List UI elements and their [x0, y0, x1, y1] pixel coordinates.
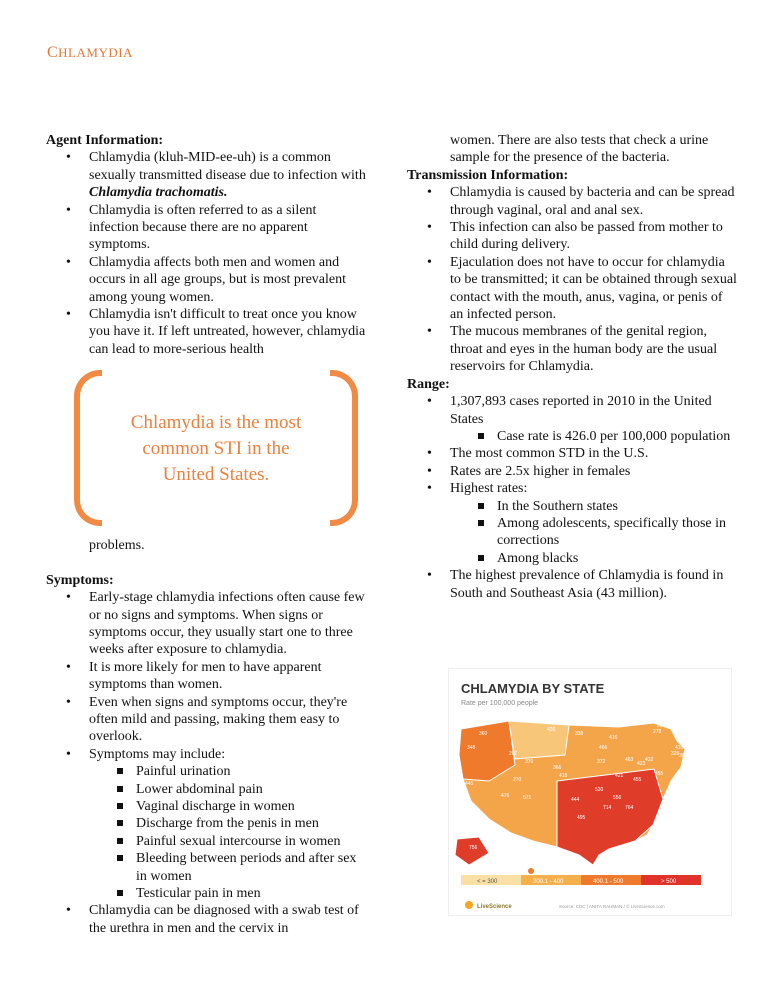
- state-rate-label: 287: [509, 751, 518, 757]
- list-item: • It is more likely for men to have apparent symptoms than women.: [46, 659, 368, 694]
- list-item: • The highest prevalence of Chlamydia is found in South and Southeast Asia (43 million).: [407, 567, 737, 602]
- left-bracket: [74, 370, 102, 526]
- pull-quote: [74, 370, 358, 526]
- list-item: • Symptoms may include:: [46, 746, 368, 763]
- list-item: • Chlamydia affects both men and women and occurs in all age groups, but is most prevalent among young women.: [46, 254, 368, 306]
- right-bracket: [330, 370, 358, 526]
- state-rate-label: 571: [523, 795, 532, 801]
- hawaii-shape: [528, 868, 534, 874]
- list-item: • Chlamydia is caused by bacteria and can be spread through vaginal, oral and anal sex.: [407, 184, 737, 219]
- list-item: • Even when signs and symptoms occur, they're often mild and passing, making them easy to overlook.: [46, 694, 368, 746]
- map-subtitle: Rate per 100,000 people: [461, 700, 539, 707]
- list-item: • Ejaculation does not have to occur for chlamydia to be transmitted; it can be obtained through sexual contact with the mouth, anus, vagina, or penis of an infected person.: [407, 254, 737, 324]
- state-rate-label: 418: [559, 773, 568, 779]
- state-rate-label: 1102: [663, 803, 674, 809]
- list-item: • Chlamydia (kluh-MID-ee-uh) is a common sexually transmitted disease due to infection with Chlamydia trachomatis.: [46, 149, 368, 201]
- symptoms-heading: Symptoms:: [46, 572, 114, 588]
- sub-list-item: Among blacks: [407, 550, 737, 567]
- sun-logo-icon: [465, 901, 473, 909]
- sub-list-item: Painful urination: [46, 763, 368, 780]
- sub-list-item: Lower abdominal pain: [46, 781, 368, 798]
- alaska-shape: [455, 837, 489, 865]
- state-rate-label: 455: [633, 777, 642, 783]
- southern-states-region: [557, 769, 663, 865]
- state-rate-label: 348: [467, 745, 476, 751]
- sub-list-item: In the Southern states: [407, 498, 737, 515]
- state-rate-label: 366: [553, 765, 562, 771]
- state-rate-label: 421: [615, 773, 624, 779]
- state-rate-label: 338: [575, 731, 584, 737]
- state-rate-label: 423: [637, 761, 646, 767]
- symptoms-list: [46, 589, 368, 937]
- sub-list-item: Vaginal discharge in women: [46, 798, 368, 815]
- state-rate-label: 445: [465, 781, 474, 787]
- list-item: • This infection can also be passed from mother to child during delivery.: [407, 219, 737, 254]
- state-rate-label: 372: [597, 759, 606, 765]
- transmission-heading: Transmission Information:: [407, 167, 569, 183]
- agent-heading: Agent Information:: [46, 133, 164, 148]
- state-rate-label: 432: [645, 757, 654, 763]
- state-rate-label: 370: [525, 759, 534, 765]
- sub-list-item: Among adolescents, specifically those in corrections: [407, 515, 737, 550]
- state-rate-label: 410: [675, 745, 684, 751]
- state-rate-label: 495: [577, 815, 586, 821]
- state-rate-label: 278: [653, 729, 662, 735]
- state-rate-label: 233: [677, 735, 686, 741]
- right-column: [407, 132, 737, 602]
- us-map-svg: [449, 669, 731, 915]
- state-rate-label: 360: [479, 731, 488, 737]
- state-rate-label: 366: [679, 753, 688, 759]
- list-item: • Chlamydia is often referred to as a silent infection because there are no apparent symptoms.: [46, 202, 368, 254]
- list-item: • Early-stage chlamydia infections often cause few or no signs and symptoms. When signs or symptoms occur, they usually start one to three weeks after exposure to chlamydia.: [46, 589, 368, 659]
- legend-label-2: 300.1 - 400: [533, 879, 564, 885]
- footer-brand: LiveScience: [477, 904, 512, 910]
- state-rate-label: 444: [571, 797, 580, 803]
- symptoms-continuation: women. There are also tests that check a urine sample for the presence of the bacteria.: [450, 133, 709, 166]
- transmission-list: [407, 184, 737, 375]
- map-title: CHLAMYDIA BY STATE: [461, 681, 605, 696]
- mountain-states-region: [509, 721, 569, 759]
- state-rate-label: 416: [609, 735, 618, 741]
- map-footer-source: Source: CDC | ANITA RAHMAN / © LiveScience.com: [559, 904, 665, 909]
- state-rate-label: 476: [501, 793, 510, 799]
- state-rate-label: 455: [655, 771, 664, 777]
- state-rate-label: 326: [671, 751, 680, 757]
- map-legend: [461, 875, 701, 885]
- sub-list-item: Testicular pain in men: [46, 885, 368, 902]
- agent-continuation: problems.: [89, 538, 145, 554]
- list-item: • Rates are 2.5x higher in females: [407, 463, 737, 480]
- state-rate-label: 257: [657, 723, 666, 729]
- state-rate-label: 426: [547, 727, 556, 733]
- state-rate-label: 764: [625, 805, 634, 811]
- sub-list-item: Bleeding between periods and after sex in women: [46, 850, 368, 885]
- legend-label-3: 400.1 - 500: [593, 879, 624, 885]
- state-rate-label: 258: [679, 739, 688, 745]
- list-item: • The most common STD in the U.S.: [407, 445, 737, 462]
- state-rate-label: 714: [603, 805, 612, 811]
- sub-list-item: Discharge from the penis in men: [46, 815, 368, 832]
- state-rate-label: 466: [599, 745, 608, 751]
- sub-list-item: Case rate is 426.0 per 100,000 population: [407, 428, 737, 445]
- pull-quote-text: Chlamydia is the most common STI in the United States.: [130, 412, 302, 485]
- state-rate-label: 481: [531, 861, 540, 867]
- list-item: • 1,307,893 cases reported in 2010 in the United States: [407, 393, 737, 428]
- list-item: • Highest rates:: [407, 480, 737, 497]
- list-item: • Chlamydia can be diagnosed with a swab test of the urethra in men and the cervix in: [46, 902, 368, 937]
- range-list: [407, 393, 737, 602]
- left-column: [46, 132, 368, 937]
- sub-list-item: Painful sexual intercourse in women: [46, 833, 368, 850]
- list-item: • The mucous membranes of the genital region, throat and eyes in the human body are the usual reservoirs for Chlamydia.: [407, 323, 737, 375]
- state-rate-label: 463: [625, 757, 634, 763]
- state-rate-label: 530: [595, 787, 604, 793]
- page-header: CHLAMYDIA: [47, 44, 133, 61]
- state-rate-label: 556: [613, 795, 622, 801]
- agent-list: [46, 149, 368, 358]
- chlamydia-map-infographic: [448, 668, 732, 916]
- range-heading: Range:: [407, 376, 450, 392]
- legend-label-1: < = 300: [477, 879, 498, 885]
- list-item: • Chlamydia isn't difficult to treat once you know you have it. If left untreated, however, chlamydia can lead to more-serious health: [46, 306, 368, 358]
- state-rate-label: 756: [469, 845, 478, 851]
- legend-label-4: > 500: [661, 879, 677, 885]
- state-rate-label: 270: [513, 777, 522, 783]
